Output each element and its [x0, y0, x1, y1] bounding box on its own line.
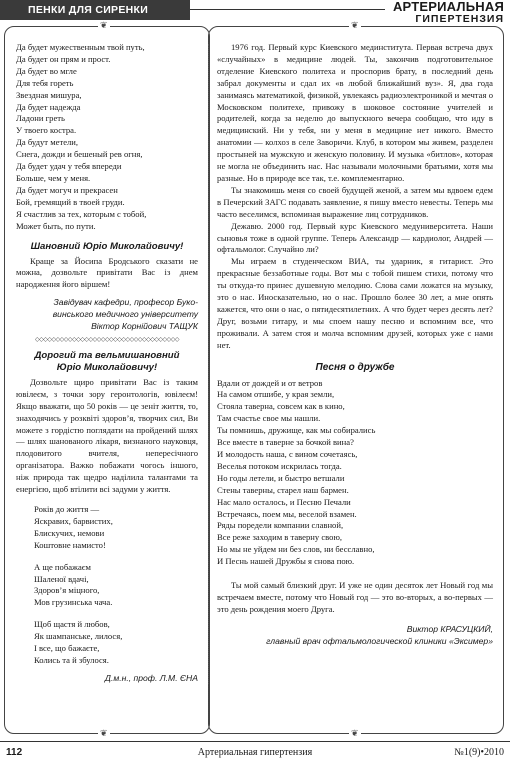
- poem-line: Ладони греть: [16, 113, 65, 124]
- poem-line: Больше, чем у меня.: [16, 172, 91, 183]
- song-line: Встречаясь, поем мы, веселой взамен.: [217, 508, 357, 519]
- signature-line: винського медичного університету: [52, 309, 198, 320]
- footer-issue: №1(9)•2010: [454, 747, 504, 758]
- song-line: Ты помнишь, дружище, как мы собирались: [217, 425, 376, 436]
- greeting-text-1: Краще за Йосипа Бродського сказати не можна, дозвольте привітати Вас із днем народження його віршем!: [16, 255, 198, 290]
- song-line: Но годы летели, и быстро ветшали: [217, 472, 345, 483]
- signature-line: Завідувач кафедри, професор Буко-: [53, 297, 198, 308]
- ornament-bottom-right-icon: ❦: [351, 729, 359, 739]
- poem-line: Я счастлив за тех, которым с тобой,: [16, 208, 147, 219]
- song-lyrics: [217, 378, 493, 569]
- song-line: Стены таверны, старел наш бармен.: [217, 484, 349, 495]
- header-rule: [190, 9, 385, 10]
- poem-line: Для тебя гореть: [16, 77, 74, 88]
- song-title: Песня о дружбе: [315, 361, 395, 373]
- poem-line: У твоего костра.: [16, 125, 77, 136]
- song-line: Но мы не уйдем ни без слов, ни бесславно,: [217, 544, 375, 555]
- poem-line: Да будет удач у тебя впереди: [16, 161, 122, 172]
- signature-line: Віктор Корнійович ТАЩУК: [91, 321, 198, 332]
- poem-stanza: [34, 504, 198, 552]
- poem-line: Да будет могуч и прекрасен: [16, 184, 118, 195]
- poem-line: Як шампанське, лилося,: [34, 631, 123, 642]
- footer-journal-name: Артериальная гипертензия: [197, 747, 313, 758]
- poem-line: Снега, дожди и бешеный рев огня,: [16, 149, 143, 160]
- poem-line: А ще побажаєм: [34, 561, 91, 572]
- poem-stanza: [34, 619, 198, 667]
- signature-1: [16, 297, 198, 333]
- closing-paragraph: Ты мой самый близкий друг. И уже не один десяток лет Новый год мы встречаем вместе, потому что Новый год — это во-вторых, а во-первых — это день рождения моего Друга.: [217, 580, 493, 614]
- right-column: [217, 42, 493, 648]
- poem-wishes: [16, 504, 198, 667]
- article-paragraph: Дежавю. 2000 год. Первый курс Киевского медуниверситета. Наши сыновья тоже в одной группе. Теперь Александр — кардиолог, Андрей — офтальмолог. Случайно ли?: [217, 220, 493, 255]
- article-paragraph: 1976 год. Первый курс Киевского мединститута. Первая встреча двух «случайных» в медицине людей. Ты, закончив подготовительное отделение Киевского политеха и проспорив брату, в последний день забрал документы и сдал их «в любой ближайший вуз». Я, два года занимаясь математикой, физикой, увлекаясь радиоэлектроникой и мечтая о Московском политехе, привожу в шоковое состояние учителей и родителей, когда за неделю до выпускного вечера сообщаю, что иду в медицинский. Ни у тебя, ни у меня в медицине нет никого. Вместо анатомии — колхоз в селе Заворичи. Клуб, в котором мы живем, разделен простыней на мужскую и женскую половину. И музыка «битлов», которая не могла не объединить нас. Нас называли молочными братьями, хотя мы разные. Но в природе все так, т.е. комплементарно.: [217, 42, 493, 183]
- article-paragraph: Мы играем в студенческом ВИА, ты ударник, я гитарист. Это прекрасные беззаботные годы. Вот мы с тобой пишем стихи, потому что ты откуда-то принес душевную мелодию. Слова сами ложатся на музыку, это о нас. Иносказательно, но о нас. Прошло более 30 лет, а мне опять кажется, что они о нас, о пятидесятилетних. А что будет через десять лет? Друг, возьми гитару, и мы споем нашу песню и вспомним все, что проживали. А затем стоя и молча вспомним друзей, которых уже с нами нет.: [217, 256, 493, 350]
- journal-logo-line2: ГИПЕРТЕНЗИЯ: [415, 13, 504, 25]
- page-footer: [0, 741, 510, 764]
- separator-line: ◇◇◇◇◇◇◇◇◇◇◇◇◇◇◇◇◇◇◇◇◇◇◇◇◇◇◇◇◇◇◇◇◇◇◇: [35, 336, 179, 343]
- song-line: Все реже заходим в таверну свою,: [217, 532, 343, 543]
- section-title: ПЕНКИ ДЛЯ СИРЕНКИ: [0, 0, 190, 20]
- song-line: Там счастье свое мы нашли.: [217, 413, 321, 424]
- page-number: 112: [6, 747, 23, 758]
- poem-line: Бой, гремящий в твоей груди.: [16, 196, 125, 207]
- poem-line: Коштовне намисто!: [34, 539, 106, 550]
- signature-author-name: Виктор КРАСУЦКИЙ,: [406, 623, 493, 634]
- poem-line: Блискучих, немови: [34, 527, 105, 538]
- ornament-top-left-icon: ❦: [100, 21, 108, 31]
- ornament-bottom-left-icon: ❦: [100, 729, 108, 739]
- poem-line: Да будут метели,: [16, 137, 79, 148]
- song-line: Ряды поредели компании славной,: [217, 520, 344, 531]
- poem-line: Шаленої вдачі,: [34, 573, 89, 584]
- article-paragraphs: [217, 42, 493, 352]
- poem-line: Да будет мужественным твой путь,: [16, 42, 145, 52]
- left-column: [16, 42, 198, 685]
- song-line: Веселья потоком искрилась тогда.: [217, 460, 342, 471]
- poem-line: Мов грузинська чача.: [34, 597, 113, 608]
- poem-line: Років до життя —: [34, 504, 100, 514]
- heading-greeting-1: Шановний Юріо Миколайовичу!: [30, 240, 184, 252]
- song-line: И молодость наша, с вином сочетаясь,: [217, 449, 358, 459]
- poem-line: Да будет надежда: [16, 101, 81, 112]
- poem-line: Да будет он прям и прост.: [16, 53, 111, 64]
- ornament-top-right-icon: ❦: [351, 21, 359, 31]
- heading-greeting-2-line1: Дорогий та вельмишановний: [34, 349, 180, 361]
- song-line: Вдали от дождей и от ветров: [217, 377, 323, 388]
- heading-greeting-2-line2: Юріо Миколайовичу!: [56, 361, 158, 373]
- song-line: Стояла таверна, совсем как в кино,: [217, 401, 345, 412]
- column-divider: [208, 44, 209, 684]
- article-paragraph: Ты знакомишь меня со своей будущей женой, а затем мы вдвоем едем в Печерский ЗАГС подавать заявление, я пишу вместо невесты. Теперь мы часто веселимся, вспоминая выражение лиц сотрудников.: [217, 184, 493, 219]
- song-line: Нас мало осталось, и Песню Печали: [217, 496, 351, 507]
- poem-stanza: [34, 562, 198, 610]
- poem-line: Звездная мишура,: [16, 89, 82, 100]
- song-line: На самом отшибе, у края земли,: [217, 389, 335, 400]
- song-line: И Песнь нашей Дружбы я снова пою.: [217, 556, 355, 567]
- poem-line: Яскравих, барвистих,: [34, 515, 113, 526]
- heading-greeting-2: [16, 350, 198, 374]
- song-line: Все вместе в таверне за бочкой вина?: [217, 437, 354, 448]
- journal-logo: [393, 0, 504, 25]
- poem-line: І все, що бажаєте,: [34, 643, 100, 654]
- poem-line: Колись та й збулося.: [34, 654, 109, 665]
- signature-author: [217, 624, 493, 648]
- poem-line: Может быть, по пути.: [16, 220, 96, 231]
- poem-line: Щоб щастя й любов,: [34, 619, 110, 630]
- journal-logo-line1: АРТЕРИАЛЬНАЯ: [392, 0, 504, 14]
- signature-2: Д.м.н., проф. Л.М. ЄНА: [104, 672, 198, 683]
- poem-brodsky: [16, 42, 198, 233]
- poem-line: Здоров’я міцного,: [34, 585, 100, 596]
- signature-author-title: главный врач офтальмологической клиники «Эксимер»: [266, 635, 493, 646]
- poem-line: Да будет во мгле: [16, 65, 77, 76]
- greeting-text-2: Дозвольте щиро привітати Вас із таким ювілеєм, з точки зору геронтологів, ювілеєм! Якщо вважати, що 50 років — це зеніт життя, то, знаходячись у розквіті здоров’я, творчих сил, Ви можете з гордістю поглядати на пройдений шлях — шлях шанованого лікаря, визнаного науковця, плодовитого вчителя, непересічного організатора. Важко побажати чогось іншого, ніж природа так щедро наділила талантами та енергією, щоб втілити всі задуми у життя.: [16, 376, 198, 495]
